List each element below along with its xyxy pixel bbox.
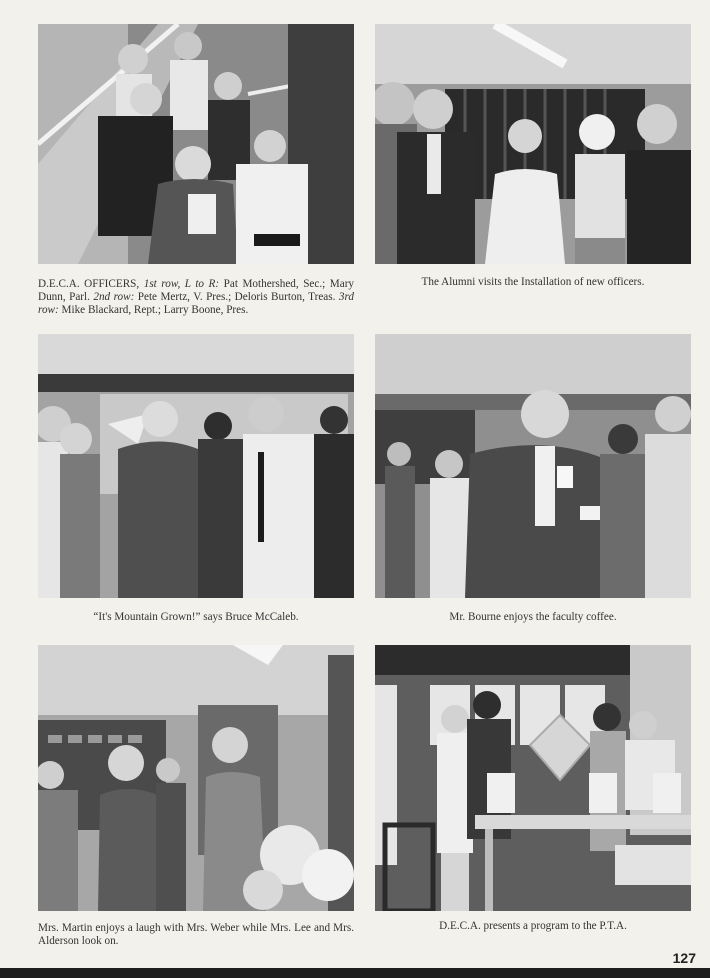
caption-part: 2nd row: bbox=[93, 291, 135, 303]
caption-part: 1st row, L to R: bbox=[143, 278, 220, 290]
deca-officers-caption bbox=[38, 278, 354, 317]
caption-part: Mike Blackard, Rept.; Larry Boone, Pres. bbox=[58, 304, 249, 316]
caption-part: Pat Mothershed, Sec.; Mary Dunn, Parl. bbox=[38, 278, 355, 303]
mountain-grown-illustration bbox=[38, 334, 354, 598]
alumni-installation-illustration bbox=[375, 24, 691, 264]
martin-weber-photo bbox=[38, 645, 354, 911]
page-edge-divider bbox=[0, 968, 710, 978]
deca-officers-illustration bbox=[38, 24, 354, 264]
caption-part: 3rd row: bbox=[38, 291, 354, 316]
pta-program-photo bbox=[375, 645, 691, 911]
faculty-coffee-photo bbox=[375, 334, 691, 598]
alumni-installation-photo bbox=[375, 24, 691, 264]
faculty-coffee-illustration bbox=[375, 334, 691, 598]
pta-program-caption: D.E.C.A. presents a program to the P.T.A. bbox=[439, 920, 627, 932]
pta-program-illustration bbox=[375, 645, 691, 911]
caption-part: Pete Mertz, V. Pres.; Deloris Burton, Treas. bbox=[134, 291, 339, 303]
martin-weber-illustration bbox=[38, 645, 354, 911]
caption-part: D.E.C.A. OFFICERS, bbox=[38, 278, 144, 290]
alumni-installation-caption: The Alumni visits the Installation of new officers. bbox=[421, 276, 645, 288]
page-number: 127 bbox=[672, 950, 696, 966]
deca-officers-photo bbox=[38, 24, 354, 264]
faculty-coffee-caption: Mr. Bourne enjoys the faculty coffee. bbox=[449, 611, 617, 623]
martin-weber-caption: Mrs. Martin enjoys a laugh with Mrs. Weber while Mrs. Lee and Mrs. Alderson look on. bbox=[38, 922, 354, 947]
mountain-grown-caption: “It's Mountain Grown!” says Bruce McCaleb. bbox=[93, 611, 299, 623]
mountain-grown-photo bbox=[38, 334, 354, 598]
